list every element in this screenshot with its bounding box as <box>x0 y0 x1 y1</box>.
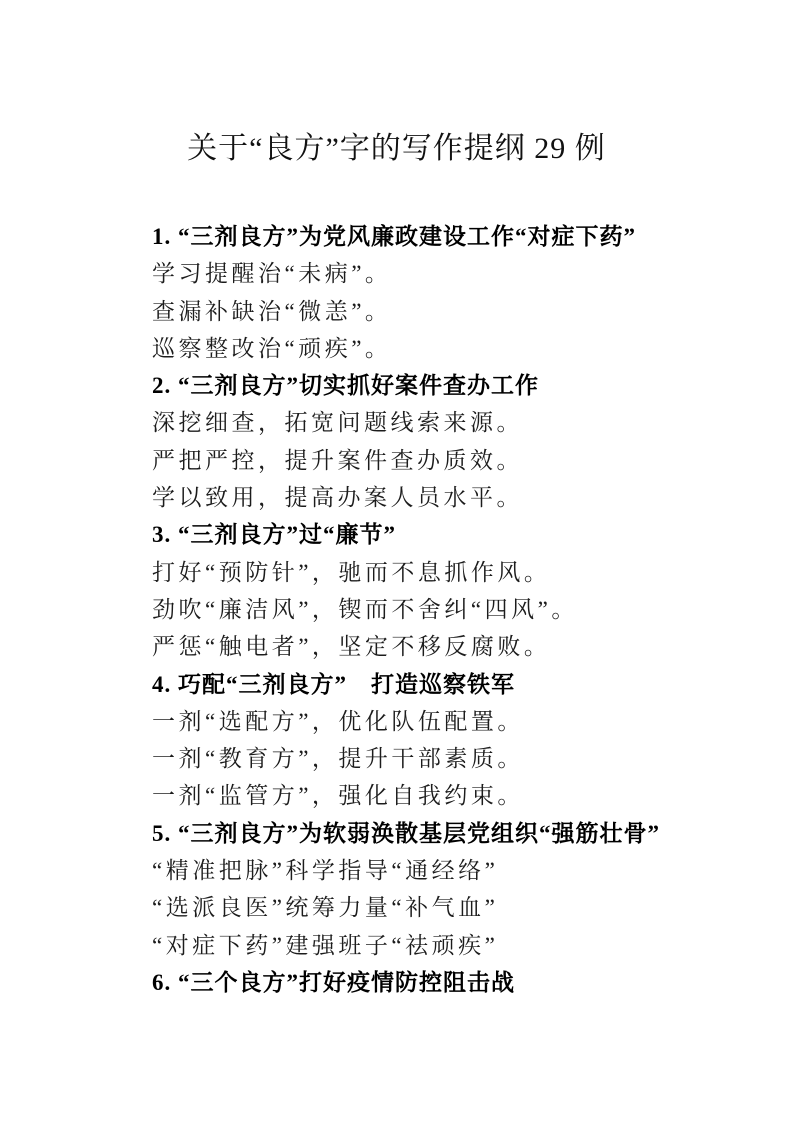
document-body <box>0 218 793 1001</box>
section-1-line-3: 巡察整改治“顽疾”。 <box>152 335 392 361</box>
section-3-line-1: 打好“预防针”，驰而不息抓作风。 <box>152 559 551 585</box>
section-3-line-2: 劲吹“廉洁风”，锲而不舍纠“四风”。 <box>152 596 578 622</box>
section-3-line-3: 严惩“触电者”，坚定不移反腐败。 <box>152 634 551 660</box>
section-4-line-3: 一剂“监管方”，强化自我约束。 <box>152 783 524 809</box>
section-4-line-1: 一剂“选配方”，优化队伍配置。 <box>152 708 524 734</box>
section-5-line-3: “对症下药”建强班子“祛顽疾” <box>152 932 499 958</box>
section-1-heading: 1. “三剂良方”为党风廉政建设工作“对症下药” <box>152 224 636 249</box>
section-2-heading: 2. “三剂良方”切实抓好案件查办工作 <box>152 373 539 399</box>
section-2-line-2: 严把严控，提升案件查办质效。 <box>152 447 523 473</box>
section-4-heading: 4. 巧配“三剂良方” 打造巡察铁军 <box>152 671 515 697</box>
section-2-line-3: 学以致用，提高办案人员水平。 <box>152 485 523 511</box>
section-2-line-1: 深挖细查，拓宽问题线索来源。 <box>152 410 523 436</box>
section-5-line-2: “选派良医”统筹力量“补气血” <box>152 895 499 921</box>
section-1-line-1: 学习提醒治“未病”。 <box>152 261 392 287</box>
section-4-line-2: 一剂“教育方”，提升干部素质。 <box>152 746 524 772</box>
section-6-heading: 6. “三个良方”打好疫情防控阻击战 <box>152 969 515 995</box>
section-5-heading: 5. “三剂良方”为软弱涣散基层党组织“强筋壮骨” <box>152 820 660 846</box>
section-3-heading: 3. “三剂良方”过“廉节” <box>152 522 396 548</box>
section-1-line-2: 查漏补缺治“微恙”。 <box>152 298 392 324</box>
section-5-line-1: “精准把脉”科学指导“通经络” <box>152 858 499 884</box>
document-title: 关于“良方”字的写作提纲 29 例 <box>187 132 606 165</box>
